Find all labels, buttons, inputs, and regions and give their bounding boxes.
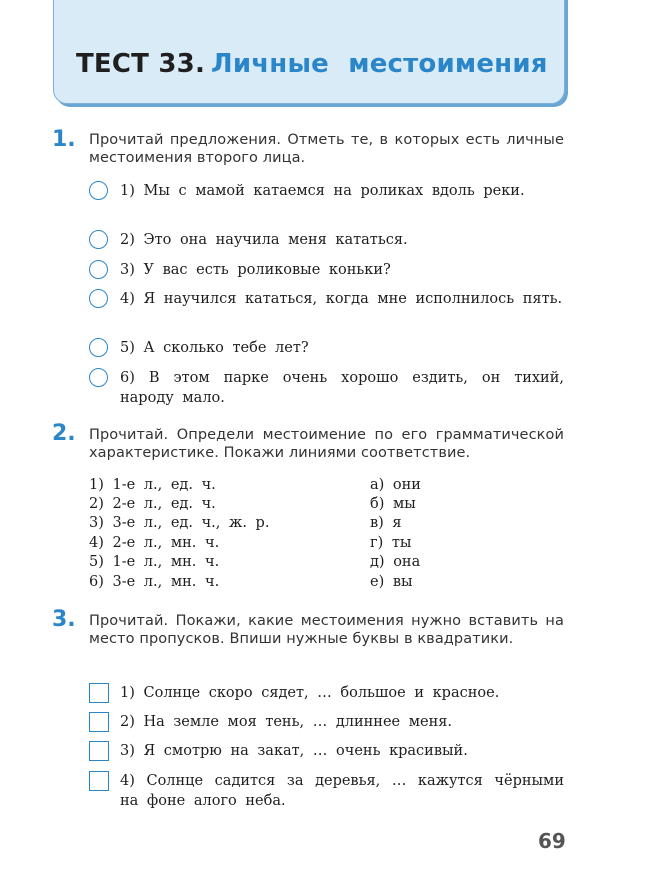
q2-left-3: 3) 3-е л., ед. ч., ж. р. — [89, 515, 270, 531]
answer-circle-1[interactable] — [89, 181, 108, 200]
q1-option-1: 1) Мы с мамой катаемся на роликах вдоль реки. — [120, 183, 525, 199]
q2-left-4: 4) 2-е л., мн. ч. — [89, 535, 220, 551]
q2-left-6: 6) 3-е л., мн. ч. — [89, 574, 220, 590]
question-3-number: 3. — [52, 607, 76, 632]
page-title — [76, 49, 548, 79]
question-3-text: Прочитай. Покажи, какие местоимения нужно вставить на место пропусков. Впиши нужные буквы в квадратики. — [89, 613, 564, 647]
q1-option-5: 5) А сколько тебе лет? — [120, 340, 309, 356]
test-label: ТЕСТ 33. — [76, 49, 206, 79]
q2-right-3: в) я — [370, 515, 402, 531]
question-2-number: 2. — [52, 421, 76, 446]
question-1-number: 1. — [52, 127, 76, 152]
q2-left-5: 5) 1-е л., мн. ч. — [89, 554, 220, 570]
test-header — [53, 0, 565, 104]
question-2-text: Прочитай. Определи местоимение по его грамматической характеристике. Покажи линиями соответствие. — [89, 427, 564, 461]
q2-right-2: б) мы — [370, 496, 416, 512]
q1-option-2: 2) Это она научила меня кататься. — [120, 232, 408, 248]
answer-box-1[interactable] — [89, 683, 109, 703]
q2-right-4: г) ты — [370, 535, 412, 551]
q1-option-3: 3) У вас есть роликовые коньки? — [120, 262, 391, 278]
q1-option-6: 6) В этом парке очень хорошо ездить, он тихий, народу мало. — [120, 370, 564, 406]
page-number: 69 — [538, 829, 566, 853]
answer-circle-6[interactable] — [89, 368, 108, 387]
q2-left-2: 2) 2-е л., ед. ч. — [89, 496, 216, 512]
answer-circle-2[interactable] — [89, 230, 108, 249]
q2-right-5: д) она — [370, 554, 421, 570]
answer-circle-3[interactable] — [89, 260, 108, 279]
q1-option-4: 4) Я научился кататься, когда мне исполнилось пять. — [120, 291, 563, 307]
q3-option-4: 4) Солнце садится за деревья, … кажутся чёрными на фоне алого неба. — [120, 773, 564, 809]
q2-right-6: е) вы — [370, 574, 413, 590]
q3-option-3: 3) Я смотрю на закат, … очень красивый. — [120, 743, 468, 759]
answer-box-2[interactable] — [89, 712, 109, 732]
answer-circle-5[interactable] — [89, 338, 108, 357]
question-1-text: Прочитай предложения. Отметь те, в которых есть личные местоимения второго лица. — [89, 132, 564, 166]
answer-box-3[interactable] — [89, 741, 109, 761]
q2-left-1: 1) 1-е л., ед. ч. — [89, 477, 216, 493]
answer-box-4[interactable] — [89, 771, 109, 791]
answer-circle-4[interactable] — [89, 289, 108, 308]
test-theme: Личные местоимения — [211, 49, 548, 79]
q3-option-2: 2) На земле моя тень, … длиннее меня. — [120, 714, 452, 730]
q3-option-1: 1) Солнце скоро сядет, … большое и красное. — [120, 685, 500, 701]
q2-right-1: а) они — [370, 477, 421, 493]
